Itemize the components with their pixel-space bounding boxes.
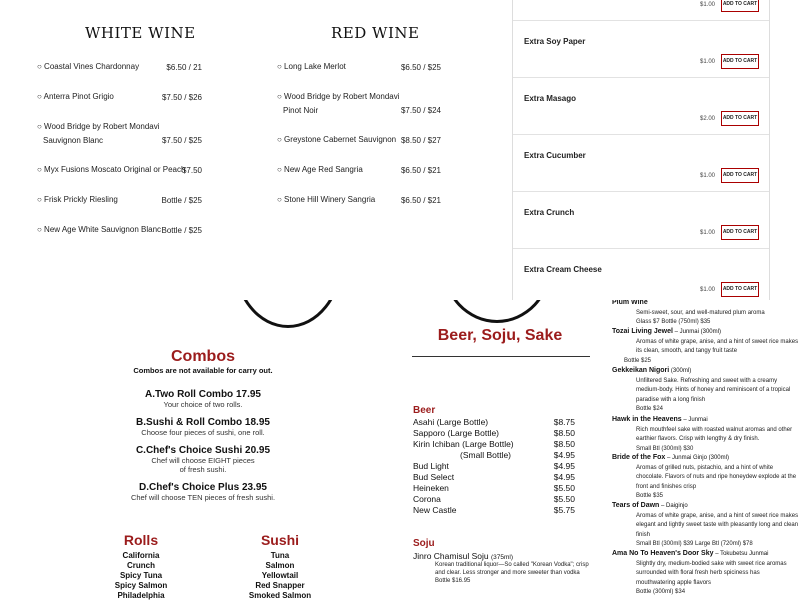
addon-name: Extra Masago [524, 94, 577, 103]
add-to-cart-button[interactable]: ADD TO CART [721, 111, 759, 126]
list-item: Philadelphia [117, 591, 165, 600]
sake-extra: – Junmai [683, 417, 708, 423]
sake-price: Bottle (300ml) $34 [636, 589, 686, 595]
soju-name [413, 551, 513, 561]
wine-item [37, 195, 202, 207]
beer-price: $8.50 [553, 439, 575, 449]
wine-menu-panel [0, 0, 512, 300]
beer-heading: Beer [413, 405, 436, 416]
addon-name: Extra Cucumber [524, 151, 586, 160]
addon-price: $1.00 [699, 287, 715, 293]
addon-name: Extra Cream Cheese [524, 265, 602, 274]
wine-name: ○ Stone Hill Winery Sangria [277, 195, 376, 204]
list-item: Red Snapper [255, 581, 305, 590]
combo-item [110, 417, 296, 437]
wine-price: $6.50 / 21 [166, 63, 202, 72]
wine-name: ○ Frisk Prickly Riesling [37, 195, 118, 204]
sake-desc: Semi-sweet, sour, and well-matured plum aroma [636, 309, 765, 316]
combo-desc: Chef will choose TEN pieces of fresh sushi. [130, 493, 276, 502]
sake-name: Bride of the Fox [612, 454, 666, 461]
wine-name: ○ Anterra Pinot Grigio [37, 92, 114, 101]
white-wine-title: WHITE WINE [85, 24, 196, 42]
sake-name: Gekkeikan Nigori [612, 367, 670, 374]
sake-extra: – Daiginjo [661, 503, 688, 509]
sake-name: Tears of Dawn [612, 502, 660, 509]
wine-item [37, 122, 202, 148]
decorative-circle [233, 300, 343, 328]
wine-item [37, 165, 202, 177]
addon-name: Extra Crunch [524, 208, 575, 217]
beer-name: New Castle [413, 505, 457, 515]
sake-desc: Slightly dry, medium-bodied sake with sweet rice aromas surrounded with floral fresh herb spiciness has mouthwatering apple flavors [636, 560, 787, 586]
wine-name: ○ Wood Bridge by Robert Mondavi [277, 92, 400, 101]
white-wine-column [0, 0, 256, 300]
addon-price: $2.00 [699, 116, 715, 122]
sake-item [612, 453, 800, 502]
sake-extra: – Junmai Ginjo (300ml) [666, 455, 729, 461]
add-to-cart-button[interactable]: ADD TO CART [721, 54, 759, 69]
beer-soju-sake-panel [410, 300, 600, 600]
sake-price: Bottle $24 [636, 406, 664, 412]
sake-name: Plum Wine [612, 300, 648, 306]
addon-price: $1.00 [699, 2, 715, 8]
sake-price: Small Btl (300ml) $30 [636, 445, 694, 452]
sake-name: Tozai Living Jewel [612, 328, 673, 335]
wine-name: ○ Wood Bridge by Robert Mondavi [37, 122, 160, 131]
combos-note: Combos are not available for carry out. [133, 366, 273, 375]
soju-description: Korean traditional liquor—So called "Korean Vodka"; crisp and clear. Less stronger and more sweeter than vodka [435, 562, 589, 576]
sake-item [612, 415, 800, 454]
beer-name: Corona [413, 494, 441, 504]
add-to-cart-button[interactable]: ADD TO CART [721, 168, 759, 183]
sake-price: Bottle $35 [636, 493, 664, 499]
soju-size: (375ml) [490, 554, 514, 561]
wine-name-line2: Sauvignon Blanc [43, 136, 104, 145]
wine-price: $6.50 / $25 [400, 63, 441, 72]
divider [412, 356, 590, 357]
sake-desc: Unfiltered Sake. Refreshing and sweet with a creamy medium-body. Hints of honey and reminiscent of a tropical paradise with a long finish [636, 377, 791, 403]
list-item: California [122, 551, 160, 560]
combo-title: C.Chef's Choice Sushi 20.95 [135, 445, 271, 456]
wine-price: $7.50 [181, 166, 202, 175]
rolls-list [110, 551, 172, 600]
list-item: Spicy Tuna [119, 571, 163, 580]
beer-price: $8.50 [553, 428, 575, 438]
decorative-circle [442, 300, 552, 323]
beer-name: Kirin Ichiban (Large Bottle) [413, 439, 514, 449]
addon-row [513, 192, 769, 249]
sake-item [612, 366, 800, 415]
sake-panel [600, 300, 800, 600]
red-wine-column [256, 0, 512, 300]
rolls-title: Rolls [123, 532, 159, 548]
wine-price: $8.50 / $27 [400, 136, 441, 145]
beer-price: $5.50 [553, 494, 575, 504]
addon-row [513, 21, 769, 78]
wine-name: ○ Long Lake Merlot [277, 62, 346, 71]
list-item: Tuna [270, 551, 290, 560]
addon-price: $1.00 [699, 173, 715, 179]
beer-price: $5.75 [553, 505, 575, 515]
addon-row [513, 0, 769, 21]
addon-row [513, 78, 769, 135]
beer-price: $4.95 [553, 472, 575, 482]
sake-desc: Rich mouthfeel sake with roasted walnut aromas and other earthier flavors. Crisp with lengthy & dry finish. [636, 426, 793, 442]
combo-desc: Chef will choose EIGHT pieces [151, 456, 255, 465]
beer-price: $4.95 [553, 461, 575, 471]
sake-desc: Aromas of white grape, anise, and a hint of sweet rice makes elegant and lightly sweet taste with pleasantly long and clean finish [636, 512, 799, 538]
list-item: Crunch [127, 561, 155, 570]
beer-name: Bud Select [413, 472, 455, 482]
sake-name: Ama No To Heaven's Door Sky [612, 550, 714, 557]
addon-price: $1.00 [699, 59, 715, 65]
wine-name: ○ Coastal Vines Chardonnay [37, 62, 140, 71]
list-item: Yellowtail [261, 571, 299, 580]
wine-item [37, 62, 202, 74]
add-to-cart-button[interactable]: ADD TO CART [721, 225, 759, 240]
wine-price: $6.50 / $21 [400, 166, 441, 175]
wine-price: $6.50 / $21 [400, 196, 441, 205]
sake-price: Bottle $25 [624, 357, 652, 364]
addons-panel [512, 0, 770, 300]
combo-desc-line2: of fresh sushi. [179, 465, 227, 474]
sake-name: Hawk in the Heavens [612, 416, 682, 423]
wine-item [277, 62, 441, 74]
combo-desc: Choose four pieces of sushi, one roll. [141, 428, 265, 437]
beer-name: Sapporo (Large Bottle) [413, 428, 499, 438]
sake-price: Glass $7 Bottle (750ml) $35 [636, 319, 711, 325]
sake-item [612, 327, 800, 366]
addon-row [513, 249, 769, 300]
sake-item [612, 501, 800, 550]
wine-price: $7.50 / $26 [161, 93, 202, 102]
beer-price: $4.95 [553, 450, 575, 460]
beer-name: Heineken [413, 483, 449, 493]
list-item: Spicy Salmon [114, 581, 168, 590]
sushi-list [244, 551, 316, 600]
beer-name: Asahi (Large Bottle) [413, 417, 489, 427]
wine-price: $7.50 / $24 [400, 106, 441, 115]
page-margin [770, 0, 800, 300]
beer-price: $5.50 [553, 483, 575, 493]
sake-extra: – Tokubetsu Junmai [715, 551, 769, 557]
soju-heading: Soju [413, 538, 435, 549]
combo-title: A.Two Roll Combo 17.95 [145, 389, 261, 400]
sake-desc: Aromas of grilled nuts, pistachio, and a hint of white chocolate. Flavors of nuts and ripe honeydew explode at the front and finishes crisp [636, 464, 797, 490]
wine-item [277, 92, 441, 118]
wine-name: ○ Myx Fusions Moscato Original or Peach [37, 165, 186, 174]
wine-price: Bottle / $25 [161, 226, 202, 235]
sake-price: Small Btl (300ml) $39 Large Btl (720ml) $78 [636, 541, 753, 547]
wine-name: ○ New Age Red Sangria [277, 165, 363, 174]
list-item: Salmon [265, 561, 295, 570]
beer-name: Bud Light [413, 461, 449, 471]
combo-title: B.Sushi & Roll Combo 18.95 [136, 417, 270, 428]
addon-price: $1.00 [699, 230, 715, 236]
beer-price: $8.75 [553, 417, 575, 427]
wine-name: ○ Greystone Cabernet Sauvignon [277, 135, 397, 144]
add-to-cart-button[interactable]: ADD TO CART [721, 0, 759, 12]
wine-name-line2: Pinot Noir [283, 106, 319, 115]
wine-price: $7.50 / $25 [161, 136, 202, 145]
sake-extra: (300ml) [670, 368, 692, 374]
beer-name: (Small Bottle) [460, 450, 512, 460]
addon-name: Extra Soy Paper [524, 37, 586, 46]
red-wine-title: RED WINE [331, 24, 420, 42]
combos-panel [110, 300, 410, 600]
combo-item [110, 482, 296, 502]
combo-title: D.Chef's Choice Plus 23.95 [139, 482, 267, 493]
wine-item [37, 225, 202, 237]
wine-name: ○ New Age White Sauvignon Blanc [37, 225, 162, 234]
combos-title: Combos [171, 348, 235, 365]
wine-item [277, 195, 441, 207]
sushi-title: Sushi [260, 532, 300, 548]
wine-item [277, 135, 441, 147]
sake-desc: Aromas of white grape, anise, and a hint of sweet rice makes its clean, smooth, and tangy fruit taste [636, 338, 799, 354]
sake-item [612, 549, 800, 598]
wine-item [37, 92, 202, 104]
combo-item [110, 445, 296, 474]
add-to-cart-button[interactable]: ADD TO CART [721, 282, 759, 297]
wine-item [277, 165, 441, 177]
sake-extra: – Junmai (300ml) [674, 329, 721, 335]
sake-item [612, 300, 800, 328]
soju-title: Jinro Chamisul Soju [413, 551, 489, 561]
soju-price: Bottle $16.95 [435, 578, 471, 584]
addon-row [513, 135, 769, 192]
list-item: Smoked Salmon [248, 591, 312, 600]
soju-desc [435, 561, 590, 585]
combo-item [110, 389, 296, 409]
combo-desc: Your choice of two rolls. [163, 400, 243, 409]
beer-title: Beer, Soju, Sake [437, 327, 563, 344]
wine-price: Bottle / $25 [161, 196, 202, 205]
